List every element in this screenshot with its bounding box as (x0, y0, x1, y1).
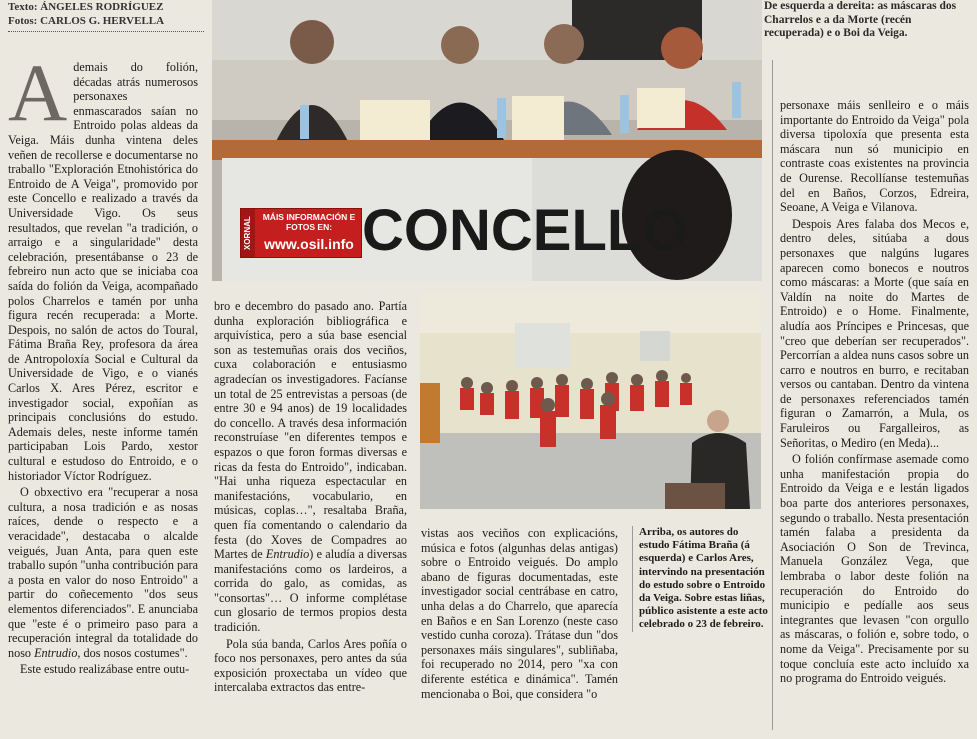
paragraph: Ademais do folión, décadas atrás numerosos personaxes enmascarados saían no Entroido polas aldeas da Veiga. Máis dunha vintena deles veñen de recollerse e documentarse no traballo "Exploración Etnohistórica do Entroido de A Veiga", promovido por este Concello e realizado a través da Universidade Vigo. Os seus resultados, que revelan "a tradición, o arraigo e a singularidade" desta celebración, presentábanse o 23 de febreiro nun acto que se iniciaba coa saída do folión da Veiga, acompañado polos Charrelos e tamén por unha figura recén recuperada: a Morte. Despois, no salón de actos do Toural, Fátima Braña Rey, profesora da área de Antropoloxía Social e Cultural da Universidade de Vigo, e o vianés Carlos X. Ares Pérez, escritor e investigador social, expoñían as principais conclusións do estudo. Ademais deles, neste informe tamén participaban Lois Pardo, xestor cultural e estudoso do Entroido, e o historiador Víctor Rodríguez. (8, 47, 198, 483)
caption-masks: De esquerda a dereita: as máscaras dos Charrelos e a da Morte (recén recuperada) e o Boi da Veiga. (764, 0, 957, 39)
paragraph: O folión confírmase asemade como unha manifestación propia do Entroido da Veiga e e lestán ligados boa parte dos anteriores personaxes, segundo o traballo. Nesta presentación tamén falaba a presidenta da Asociación O Son de Trevinca, Manuela González Vega, que lembraba o labor deste folión na recuperación do Entroido do municipio e pedíalle aos seus integrantes que levasen "con orgullo as máscaras, o folión e, sobre todo, o nome da Veiga". Precisamente por su toque concluía este acto incluído xa no programa do Entroido veigués. (780, 452, 969, 686)
paragraph: Despois Ares falaba dos Mecos e, dentro deles, sitúaba a dous personaxes que nalgúns lugares aparecen como bonecos e noutros como máscaras: a Morte (que saía en Valdín na noite do Martes de Entroido) e o Home. Finalmente, aludía aos Príncipes e Princesas, que "creo que deberían ser recuperados". Percorrían a aldea nuns casos sobre un carro e noutros en burro, e recitaban versos ou cantaban. Dentro da vintena de personaxes referenciados tamén figuran o Zamarrón, a Mula, os Faruleiros ou Fargalleiros, as Señoritas, o Mediro (en Meda)... (780, 216, 969, 450)
more-info-banner[interactable] (240, 208, 362, 258)
text-author: ÁNGELES RODRÍGUEZ (40, 1, 164, 13)
caption-photos: Arriba, os autores do estudo Fátima Braña (á esquerda) e Carlos Ares, intervindo na presentación do estudo sobre o Entroido da Veiga. Sobre estas liñas, público asistente a este acto celebrado o 23 de febreiro. (632, 526, 769, 632)
paragraph: bro e decembro do pasado ano. Partía dunha exploración bibliográfica e arquivística, pero a súa base esencial son as testemuñas orais dos veciños, cuxa colaboración e entusiasmo agradecían os investigadores. Facíanse un total de 25 entrevistas a persoas (de entre 30 e 94 anos) de 19 localidades do concello. A través desa información reconstruíase "en diferentes tempos e espazos o que foron formas diversas e ricas da festa do Entroido", indicaban. "Hai unha riqueza espectacular en manifestacións, vocabulario, en músicas, coplas…", resaltaba Braña, quen fía comentando o calendario da festa (do Xoves de Compadres ao Martes de Entrudio) e aludía a diversas manifestacións como os lardeiros, a corrida do galo, as comidas, as "consortas"… O informe complétase cun glosario de termos propios desta tradición. (214, 299, 407, 635)
paragraph: personaxe máis senlleiro e o máis importante do Entroido da Veiga" pola diversa tipoloxía que presenta esta máscara nun só municipio en contraste coas existentes na provincia de Ourense. Recollíanse testemuñas del en Baños, Corzos, Edreira, Seoane, A Veiga e Vilanova. (780, 98, 969, 215)
article-column-3 (421, 526, 618, 703)
article-column-4 (780, 98, 969, 688)
text-label: Texto: (8, 1, 38, 13)
article-credits (8, 0, 204, 32)
photo-label: Fotos: (8, 15, 38, 27)
banner-side-label: XORNAL (241, 209, 255, 257)
banner-url-link[interactable]: www.osil.info (264, 236, 354, 252)
paragraph: vistas aos veciños con explicacións, música e fotos (algunhas delas antigas) sobre o Entroido veigués. Do amplo abano de figuras documentadas, este investigador social centrábase en catro, unha delas a do Charrelo, que aparecía en Baños e en San Lorenzo (neste caso vestido cunha coroza). Trátase dun "dos personaxes máis singulares", subliñaba, foi recuperado no 2014, pero "xa con diferente estética e dinámica". Tamén mencionaba o Boi, que considera "o (421, 526, 618, 701)
banner-heading: MÁIS INFORMACIÓN E FOTOS EN: (262, 212, 356, 232)
photo-audience-image (420, 293, 761, 509)
paragraph: O obxectivo era "recuperar a nosa cultura, a nosa tradición e as nosas raíces, dende o respecto e a veracidade", destacaba o alcalde veigués, Juan Anta, para quen este traballo supón "unha contribución para a posta en valor do noso Entroido" a partir do coñecemento "dos seus elementos diferenciados". E anunciaba que "este é o primeiro paso para a recuperación integral da totalidade do noso Entrudio, dos nosos costumes". (8, 485, 198, 660)
drop-cap: A (8, 47, 68, 138)
photo-audience (420, 293, 761, 509)
article-column-2 (214, 299, 407, 697)
paragraph: Pola súa banda, Carlos Ares poñía o foco nos personaxes, pero antes da súa exposición proxectaba un vídeo que intercalaba extractos das entre- (214, 636, 407, 695)
photo-author: CARLOS G. HERVELLA (40, 15, 165, 27)
concello-sign: CONCELLO (362, 198, 688, 263)
paragraph: Este estudo realizábase entre outu- (20, 662, 190, 677)
article-column-1 (8, 47, 198, 679)
column-divider (772, 60, 773, 730)
